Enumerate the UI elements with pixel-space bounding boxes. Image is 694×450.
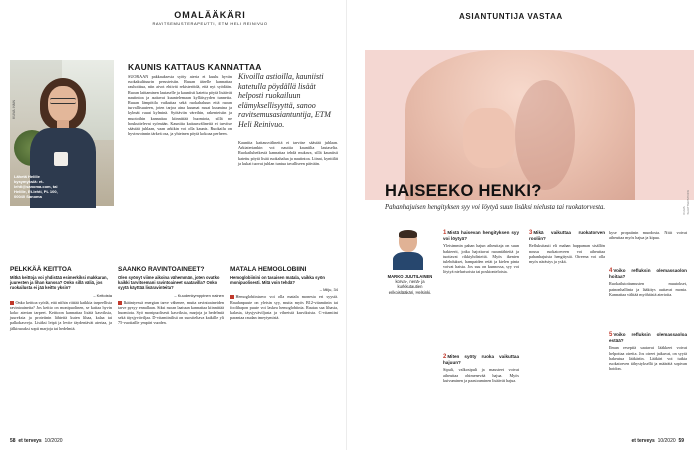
qa-item-2 [443, 354, 519, 438]
brand-name: et terveys [18, 438, 42, 444]
question-block-keitto [10, 266, 112, 436]
expert-description: korva-, nenä- ja kurkkutautien erikoislääkäri, Helsinki. [388, 279, 432, 295]
column-subtitle: RAVITSEMUSTERAPEUTTI, ETM HELI REINIVUO [152, 21, 268, 26]
qa-answer: Ilman reseptiä saatavat lääkkeet voivat helpottaa oireita. Jos oireet jatkuvat, on syytä hakeutua lääkäriin. Lääkäri voi tutkia ruokatorven tähystyksellä ja määrätä sopivan hoidon. [609, 345, 687, 372]
column-title: OMALÄÄKÄRI [174, 10, 246, 20]
question-title: SAANKO RAVINTOAINEET? [118, 266, 205, 273]
question-lead: Hemoglobiinini on tasaisen matala, vaikka syön monipuolisesti. Mitä voin tehdä? [230, 275, 325, 286]
article-body-col-a: SUORAAN pakkauksesta syöty ateria ei kuulu hyvän ruokakulttuurin perusteisiin. Ruuan äärelle kannattaa rauhoittua, niin aivot ehtivät rekisteröidä, että nyt syödään. Ruoan laittaminen lautaselle ja kauniisti katettu pöytä lisäävät nautintoa ja auttavat kuuntelemaan kylläisyyden tunnetta. Ruuan lämpötila vaikuttaa sekä ruokahaluun että ruoan turvallisuuteen, joten tarjoa aina kuumat ruuat kuumina ja kylmät ruuat kylminä. Syötäviin väreihin, rakenteisiin ja muotoihin kannattaa kiinnittää huomiota, sillä ne houkuttelevat syömään. Kauniita kattausvälineitä ei tarvitse säästää juhlaan, vaan arkikin voi olla kaunis. Ruokailu on hyvinvoinnin tärkeä osa, ja yhteinen pöytä kokoaa perheen. [128, 74, 232, 137]
qa-question [529, 230, 605, 242]
qa-answer: Ruokailutottumusten muutokset, painonhallinta ja lääkitys auttavat monia. Kannattaa välttää myöhäisiä aterioita. [609, 281, 687, 297]
qa-question [609, 332, 687, 344]
article-headline: HAISEEKO HENKI? [385, 182, 542, 200]
issue-number: 10/2020 [44, 438, 63, 444]
answer-body: Ikääntyessä energian tarve vähenee, mutta ravintoaineiden tarve pysyy ennallaan. Siksi ruoan laatuun kannattaa kiinnittää huomiota. Syö monipuolisesti kasviksia, marjoja ja hedelmiä sekä täysjyväviljaa. D-vitamiinilisä on suositeltava kaikille yli 75-vuotiaille ympäri vuoden. [118, 299, 224, 326]
qa-number: 3 [529, 230, 533, 236]
qa-number: 5 [609, 332, 613, 338]
left-footer [10, 438, 63, 444]
photo-credit: KUVA: NNN [12, 100, 16, 119]
answer-body: Hemoglobiiniarvo voi olla matala monesta eri syystä. Raudanpuute on yleisin syy, mutta myös B12-vitamiinin tai foolihapon puute voi laskea hemoglobiinia. Rautaa saa lihasta, kalasta, täysjyväviljasta ja vihreistä kasviksista. C-vitamiini parantaa raudan imeytymistä. [230, 294, 338, 321]
pull-quote [238, 72, 338, 129]
right-page [347, 0, 694, 450]
article-deck: Pahanhajuisen hengityksen syy voi löytyä suun lisäksi nielusta tai ruokatorvesta. [385, 204, 606, 211]
qa-item-1 [443, 230, 519, 350]
qa-question [443, 354, 519, 366]
qa-question [609, 268, 687, 280]
qa-number: 4 [609, 268, 613, 274]
qa-answer: Refluksitauti eli mahan happaman sisällön nousu ruokatorveen voi aiheuttaa pahanhajuista hengitystä. Oireena voi olla myös närästys ja yskä. [529, 243, 605, 264]
question-lead: Mitkä keittoja voi yhdistää esimerkiksi makkaran, juuresten ja lihan kanssa? Onko sillä väliä, jos ruokailusta ei jää keitto yksin? [10, 275, 108, 291]
question-title: PELKKÄÄ KEITTOA [10, 266, 72, 273]
answer-text [230, 294, 338, 320]
issue-number: 10/2020 [657, 438, 676, 444]
qa-answer: Yleisimmin pahan hajun aiheuttaja on suun bakteerit, jotka hajottavat ruoantähteitä ja tuottavat rikkiyhdisteitä. Myös ikenien tulehdukset, hampaiden reiät ja kielen pinta voivat haista. Jos suu on kunnossa, syy voi löytyä nielurisoista tai poskionteloista. [443, 243, 519, 275]
qa-question-text: Voiko refluksin olemassaoloa estää? [609, 332, 687, 344]
expert-name: MARKO JUUTILAINEN [387, 274, 433, 279]
article-body-col-b: Kauniita kattausvälineitä ei tarvitse säästää juhlaan. Arkiateriankin voi nauttia kauniilta lautaselta. Ruokailuhetkestä kannattaa tehdä mukava, sillä kauniisti katettu pöytä lisää ruokahalua ja nautintoa. Liinat, kynttilät ja kukat tuovat juhlan tuntua tavalliseen päivään. [238, 140, 338, 166]
qa-continuation: kyse propaiinin muodosta. Nitit voivat aiheuttaa myös hajua ja kipua. [609, 230, 687, 241]
brand-name: et terveys [631, 438, 655, 444]
column-header: ASIANTUNTIJA VASTAA [459, 12, 563, 21]
qa-number: 1 [443, 230, 447, 236]
qa-question-text: Mistä haisevan hengityksen syy voi löytyä? [443, 230, 519, 242]
qa-question-text: Mikä vaikuttaa ruokatorven rooliin? [529, 230, 605, 242]
qa-answer: Sipuli, valkosipuli ja mausteet voivat aiheuttaa ohimenevää hajua. Myös kuivuminen ja paastoaminen lisäävät hajua. [443, 367, 519, 383]
question-title: MATALA HEMOGLOBIINI [230, 266, 307, 273]
expert-caption [387, 274, 433, 295]
page-number: 58 [10, 438, 16, 444]
question-block-hemoglobiini [230, 266, 338, 436]
pull-quote-text: Kivoilla astioilla, kauniisti katetulla pöydällä lisäät helposti ruokailuun elämyksellisyyttä, sanoo ravitsemusasiantuntija, ETM Heli Reinivuo. [238, 72, 331, 129]
question-signature: – Kuudenkymppinen nainen [174, 292, 224, 298]
qa-number: 2 [443, 354, 447, 360]
question-block-ravintoaineet [118, 266, 224, 436]
qa-question [443, 230, 519, 242]
answer-text [10, 300, 112, 331]
right-footer [631, 438, 684, 444]
column-header [150, 10, 270, 26]
photo-credit: KUVA: SHUTTERSTOCK [682, 189, 690, 215]
page-number: 59 [678, 438, 684, 444]
question-signature: – Keitoista [93, 292, 112, 298]
qa-question-text: Voiko refluksin olemassaolon hoitaa? [609, 268, 687, 280]
expert-avatar [393, 230, 423, 270]
portrait-caption: Lähetä Helille kysymyksiä: et-lehti@sanoma.com, tai Helille, Et-lehti, PL 100, 00040 Sanoma [14, 174, 58, 199]
qa-item-3 [529, 230, 605, 314]
qa-question-text: Miten syöty ruoka vaikuttaa hajuun? [443, 354, 519, 366]
answer-body: Onko keittoa syödä, että niihin riittää kaikkia tarpeellisia ravintoaineita? Jos keitto on monipuolinen, se kattaa hyvin koko aterian tarpeet. Keittoon kannattaa lisätä kasviksia, juureksia ja proteiinin lähteitä kuten lihaa, kalaa tai palkokasveja. Lisäksi leipä ja levite täydentävät ateriaa, ja jälkiruoaksi sopii marjoja tai hedelmiä. [10, 299, 112, 331]
qa-item-5 [609, 332, 687, 436]
answer-text [118, 300, 224, 326]
question-signature: – Miiju, 34 [319, 287, 338, 293]
question-lead: Olen syönyt viime aikoina vähemmän, joten ovatko kaikki tarvitsemani ravintoaineet saatavilla? Onko syytä käyttää lisäravinteita? [118, 275, 220, 291]
article-title: KAUNIS KATTAUS KANNATTAA [128, 62, 262, 72]
